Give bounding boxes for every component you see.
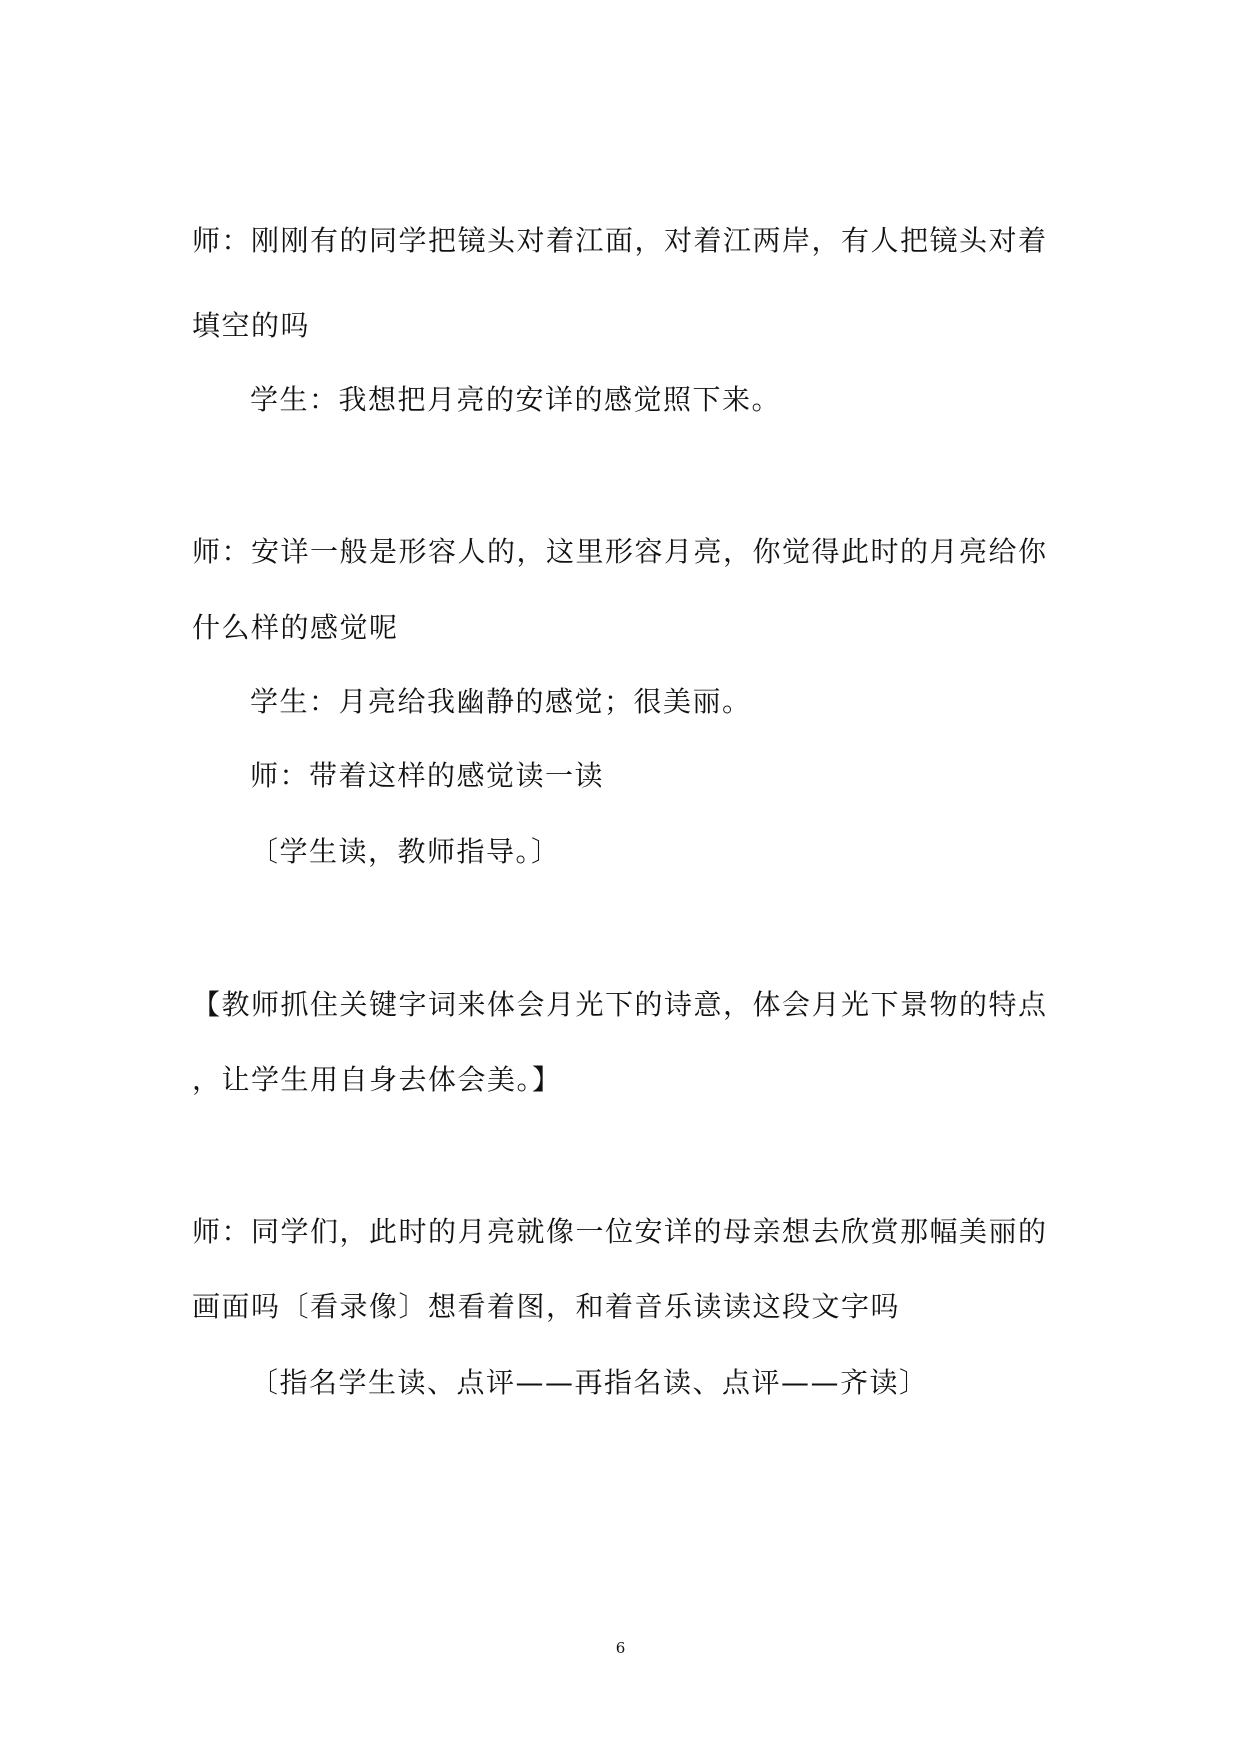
teacher-line-continued: 画面吗〔看录像〕想看着图，和着音乐读读这段文字吗 xyxy=(192,1290,901,1323)
teacher-line: 师：带着这样的感觉读一读 xyxy=(250,759,605,792)
teacher-line-continued: 填空的吗 xyxy=(192,309,311,342)
teacher-line: 师：刚刚有的同学把镜头对着江面，对着江两岸，有人把镜头对着 xyxy=(192,224,1048,257)
page-number: 6 xyxy=(615,1639,626,1657)
student-line: 学生：月亮给我幽静的感觉；很美丽。 xyxy=(250,685,752,718)
commentary-line-continued: ，让学生用自身去体会美。】 xyxy=(192,1063,562,1096)
stage-note: 〔指名学生读、点评——再指名读、点评——齐读〕 xyxy=(250,1366,929,1399)
student-line: 学生：我想把月亮的安详的感觉照下来。 xyxy=(250,383,782,416)
commentary-line: 【教师抓住关键字词来体会月光下的诗意，体会月光下景物的特点 xyxy=(192,988,1048,1021)
stage-note: 〔学生读，教师指导。〕 xyxy=(250,835,561,868)
teacher-line: 师：安详一般是形容人的，这里形容月亮，你觉得此时的月亮给你 xyxy=(192,535,1048,568)
teacher-line-continued: 什么样的感觉呢 xyxy=(192,611,399,644)
teacher-line: 师：同学们，此时的月亮就像一位安详的母亲想去欣赏那幅美丽的 xyxy=(192,1215,1048,1248)
